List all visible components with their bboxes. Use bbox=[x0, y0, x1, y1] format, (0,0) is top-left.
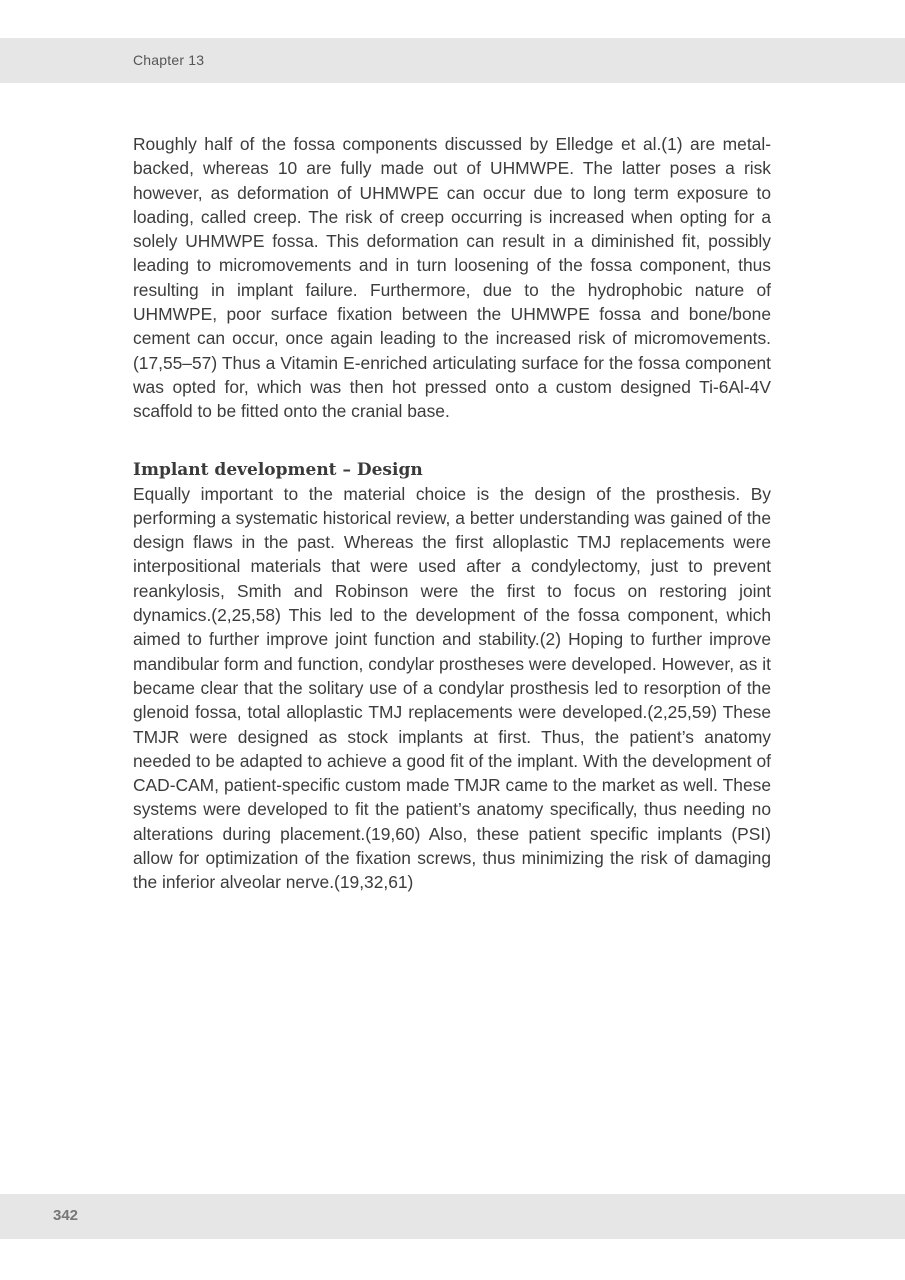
section-heading: Implant development – Design bbox=[133, 459, 423, 480]
running-footer bbox=[0, 1194, 905, 1239]
page-body bbox=[133, 132, 771, 895]
body-paragraph-2: Equally important to the material choice is the design of the prosthesis. By performing a systematic historical review, a better understanding was gained of the design flaws in the past. Whereas the first alloplastic TMJ replacements were interpositional materials that were used after a condylectomy, just to prevent reankylosis, Smith and Robinson were the first to focus on restoring joint dynamics.(2,25,58) This led to the development of the fossa component, which aimed to further improve joint function and stability.(2) Hoping to further improve mandibular form and function, condylar prostheses were developed. However, as it became clear that the solitary use of a condylar prosthesis led to resorption of the glenoid fossa, total alloplastic TMJ replacements were developed.(2,25,59) These TMJR were designed as stock implants at first. Thus, the patient’s anatomy needed to be adapted to achieve a good fit of the implant. With the development of CAD-CAM, patient-specific custom made TMJR came to the market as well. These systems were developed to fit the patient’s anatomy specifically, thus needing no alterations during placement.(19,60) Also, these patient specific implants (PSI) allow for optimization of the fixation screws, thus minimizing the risk of damaging the inferior alveolar nerve.(19,32,61) bbox=[133, 483, 771, 893]
running-header bbox=[0, 38, 905, 83]
page-number: 342 bbox=[53, 1207, 79, 1224]
chapter-label: Chapter 13 bbox=[133, 52, 205, 68]
body-paragraph-1: Roughly half of the fossa components discussed by Elledge et al.(1) are metal-backed, whereas 10 are fully made out of UHMWPE. The latter poses a risk however, as deformation of UHMWPE can occur due to long term exposure to loading, called creep. The risk of creep occurring is increased when opting for a solely UHMWPE fossa. This deformation can result in a diminished fit, possibly leading to micromovements and in turn loosening of the fossa component, thus resulting in implant failure. Furthermore, due to the hydrophobic nature of UHMWPE, poor surface fixation between the UHMWPE fossa and bone/bone cement can occur, once again leading to the increased risk of micromovements.(17,55–57) Thus a Vitamin E-enriched articulating surface for the fossa component was opted for, which was then hot pressed onto a custom designed Ti-6Al-4V scaffold to be fitted onto the cranial base. bbox=[133, 134, 771, 422]
